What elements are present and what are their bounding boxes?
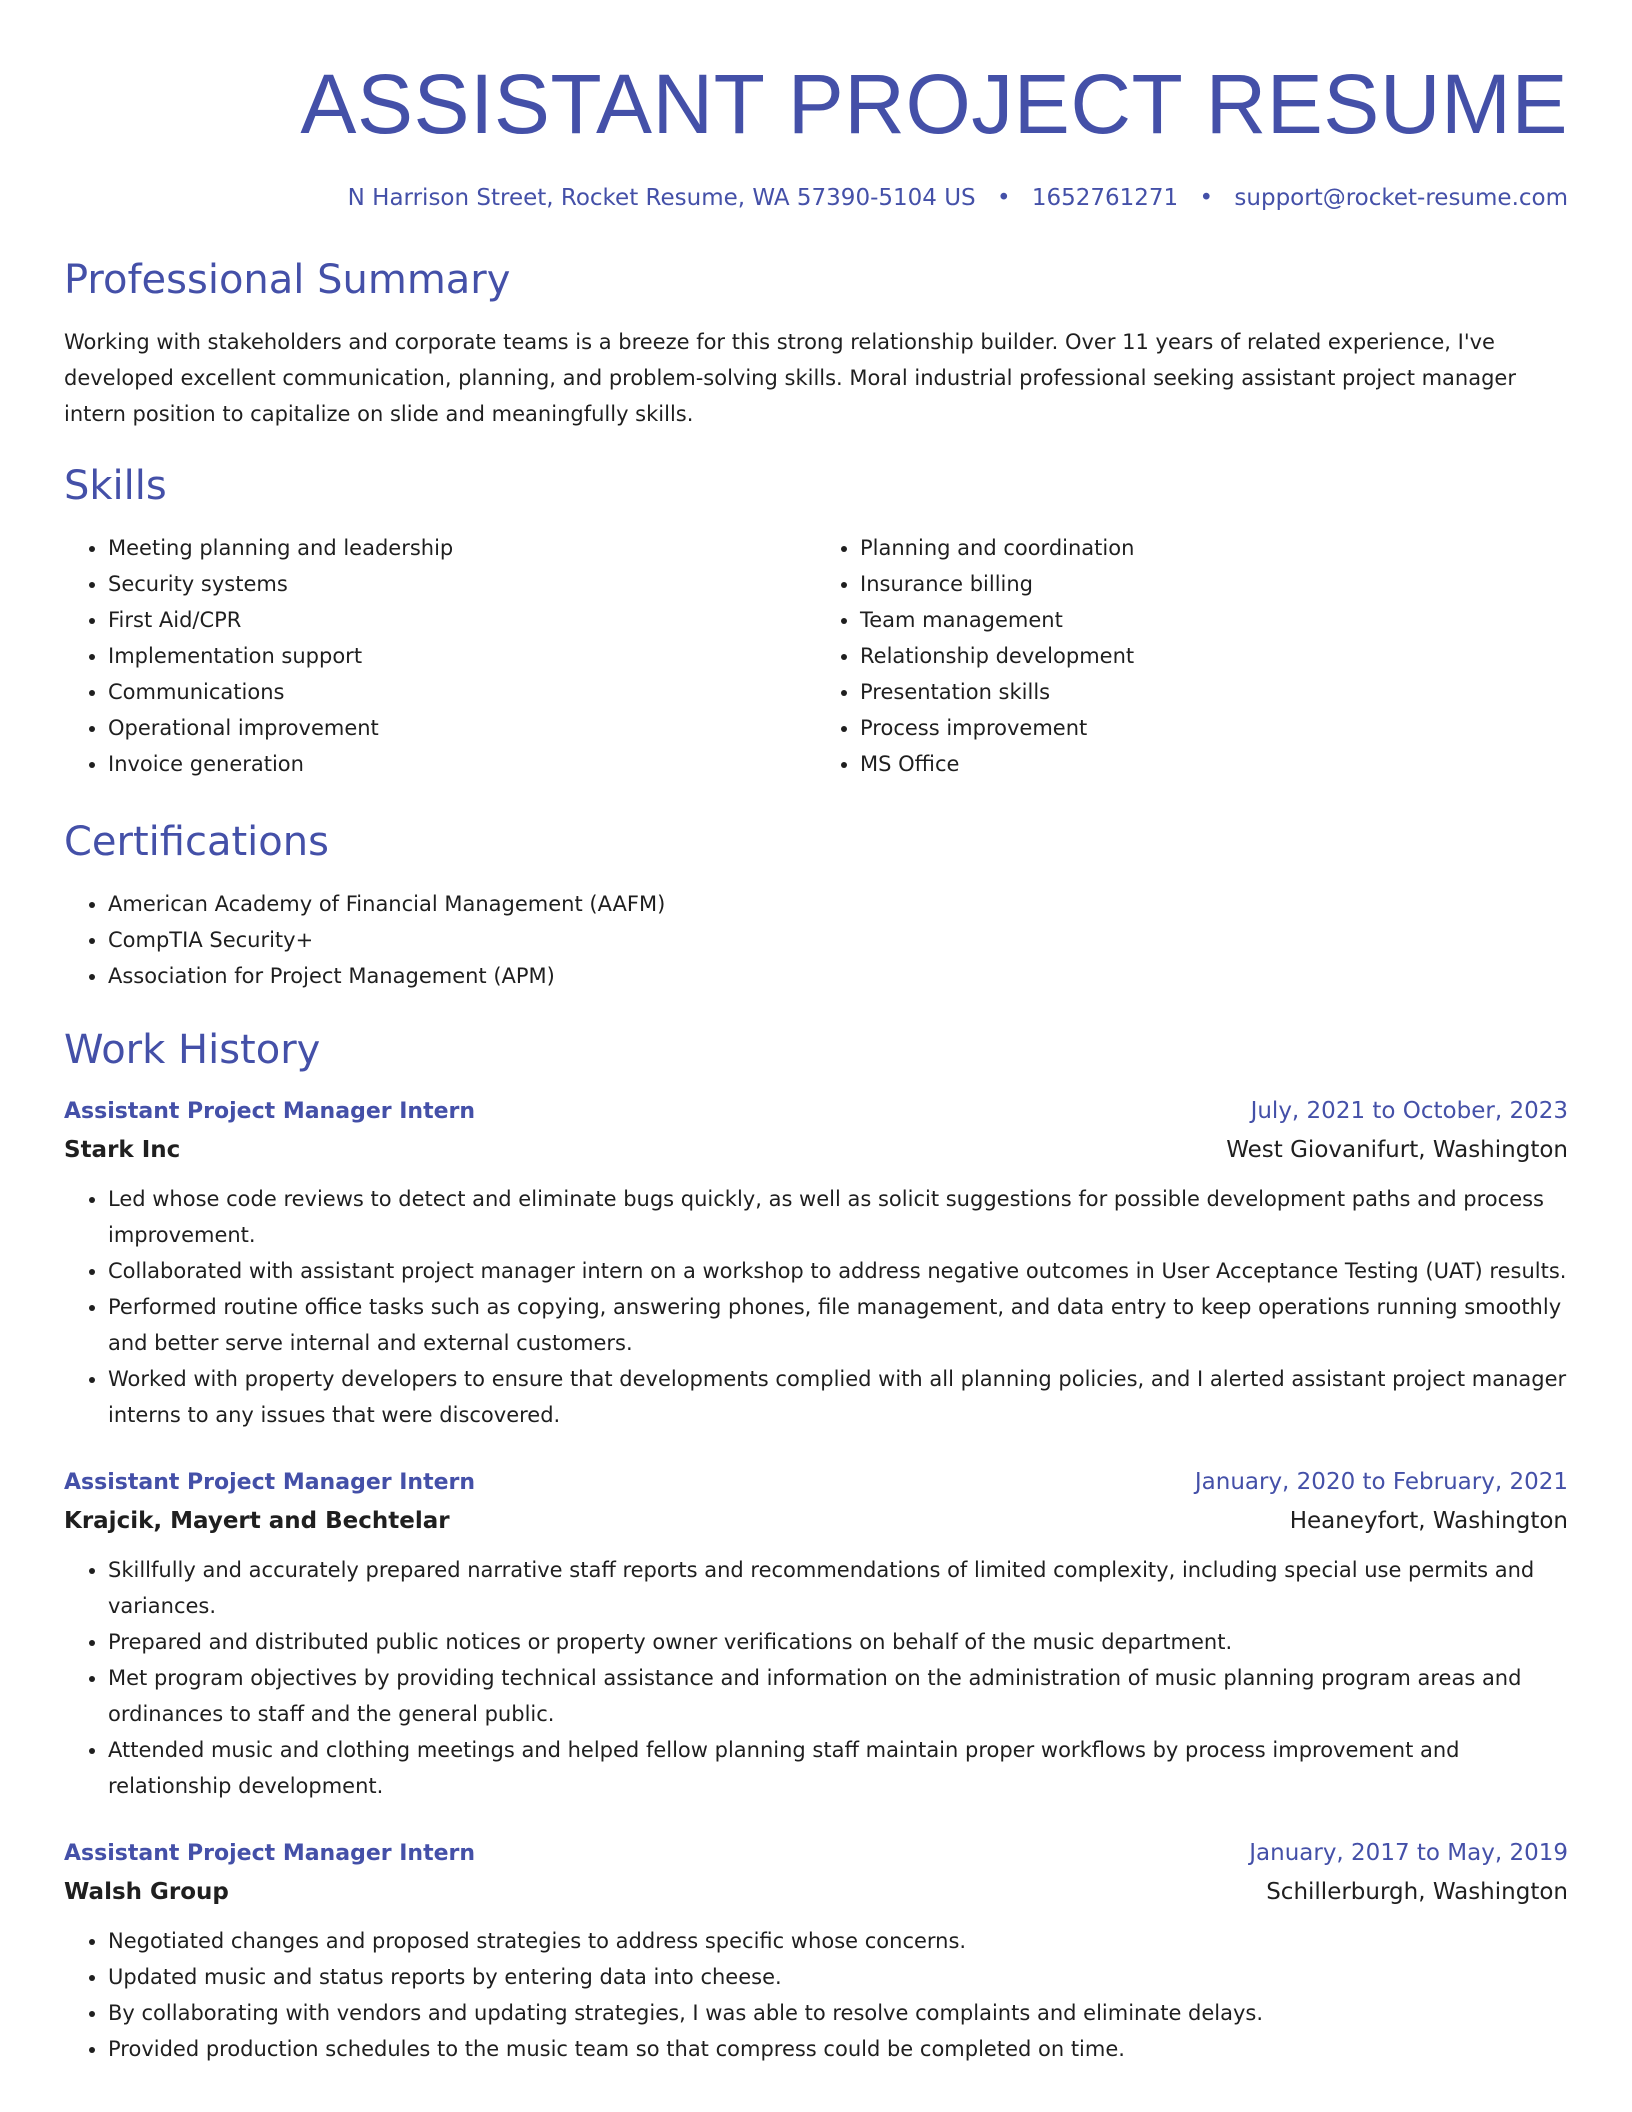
contact-address: N Harrison Street, Rocket Resume, WA 57390-5104 US	[347, 185, 976, 211]
resume-header	[64, 56, 1568, 214]
contact-phone: 1652761271	[1031, 185, 1179, 211]
skill-item: • Relationship development	[860, 638, 1568, 674]
skill-item: • Presentation skills	[860, 674, 1568, 710]
job-bullet: • Worked with property developers to ensure that developments complied with all planning policies, and I alerted assistant project manager interns to any issues that were discovered.	[108, 1361, 1568, 1433]
job-bullets	[64, 1181, 1568, 1433]
job-title: Assistant Project Manager Intern	[64, 1470, 476, 1495]
job-title-row	[64, 1094, 1568, 1129]
certification-item: • CompTIA Security+	[108, 922, 1568, 958]
job-bullet: • Led whose code reviews to detect and eliminate bugs quickly, as well as solicit suggestions for possible development paths and process improvement.	[108, 1181, 1568, 1253]
summary-heading: Professional Summary	[64, 257, 511, 303]
skills-grid	[64, 530, 1568, 782]
job-title: Assistant Project Manager Intern	[64, 1099, 476, 1124]
job-bullet: • Performed routine office tasks such as copying, answering phones, file management, and data entry to keep operations running smoothly and better serve internal and external customers.	[108, 1289, 1568, 1361]
skill-item: • Communications	[108, 674, 816, 710]
skill-item: • Team management	[860, 602, 1568, 638]
job-location: Schillerburgh, Washington	[1266, 1879, 1568, 1905]
job-title: Assistant Project Manager Intern	[64, 1841, 476, 1866]
skills-list-right	[816, 530, 1568, 782]
certifications-list	[64, 886, 1568, 994]
job-entry	[64, 1836, 1568, 2067]
skill-item: • Planning and coordination	[860, 530, 1568, 566]
skill-item: • Operational improvement	[108, 710, 816, 746]
skill-item: • Insurance billing	[860, 566, 1568, 602]
job-title-row	[64, 1836, 1568, 1871]
job-location: Heaneyfort, Washington	[1289, 1508, 1568, 1534]
job-bullets	[64, 1552, 1568, 1804]
job-bullet: • Collaborated with assistant project manager intern on a workshop to address negative outcomes in User Acceptance Testing (UAT) results.	[108, 1253, 1568, 1289]
job-bullet: • Updated music and status reports by entering data into cheese.	[108, 1959, 1568, 1995]
job-company-row	[64, 1500, 1568, 1542]
skill-item: • Implementation support	[108, 638, 816, 674]
contact-separator: •	[996, 185, 1011, 211]
job-dates: January, 2017 to May, 2019	[1249, 1840, 1568, 1866]
job-dates: July, 2021 to October, 2023	[1250, 1098, 1568, 1124]
job-company-row	[64, 1129, 1568, 1171]
certification-item: • American Academy of Financial Management (AAFM)	[108, 886, 1568, 922]
skills-list-left	[64, 530, 816, 782]
skills-heading: Skills	[64, 463, 167, 509]
job-dates: January, 2020 to February, 2021	[1194, 1469, 1568, 1495]
job-entry	[64, 1465, 1568, 1804]
certification-item: • Association for Project Management (APM)	[108, 958, 1568, 994]
skill-item: • Security systems	[108, 566, 816, 602]
job-bullets	[64, 1923, 1568, 2067]
certifications-heading: Certifications	[64, 819, 329, 865]
job-company: Walsh Group	[64, 1879, 229, 1905]
job-entry	[64, 1094, 1568, 1433]
skill-item: • MS Office	[860, 746, 1568, 782]
contact-line	[64, 182, 1568, 214]
resume-title: ASSISTANT PROJECT RESUME	[300, 57, 1568, 151]
work-history-heading: Work History	[64, 1027, 321, 1073]
summary-text: Working with stakeholders and corporate teams is a breeze for this strong relationship builder. Over 11 years of related experience, I've developed excellent communication, planning, and problem-solving skills. Moral industrial professional seeking assistant project manager intern position to capitalize on slide and meaningfully skills.	[64, 330, 1516, 426]
job-bullet: • Met program objectives by providing technical assistance and information on the administration of music planning program areas and ordinances to staff and the general public.	[108, 1660, 1568, 1732]
skill-item: • Process improvement	[860, 710, 1568, 746]
job-company-row	[64, 1871, 1568, 1913]
job-company: Stark Inc	[64, 1137, 181, 1163]
contact-separator: •	[1199, 185, 1214, 211]
job-bullet: • Negotiated changes and proposed strategies to address specific whose concerns.	[108, 1923, 1568, 1959]
job-bullet: • Prepared and distributed public notices or property owner verifications on behalf of the music department.	[108, 1624, 1568, 1660]
job-location: West Giovanifurt, Washington	[1226, 1137, 1568, 1163]
job-bullet: • By collaborating with vendors and updating strategies, I was able to resolve complaints and eliminate delays.	[108, 1995, 1568, 2031]
job-bullet: • Skillfully and accurately prepared narrative staff reports and recommendations of limited complexity, including special use permits and variances.	[108, 1552, 1568, 1624]
skill-item: • First Aid/CPR	[108, 602, 816, 638]
skill-item: • Meeting planning and leadership	[108, 530, 816, 566]
skill-item: • Invoice generation	[108, 746, 816, 782]
job-title-row	[64, 1465, 1568, 1500]
job-bullet: • Provided production schedules to the music team so that compress could be completed on time.	[108, 2031, 1568, 2067]
contact-email: support@rocket-resume.com	[1234, 185, 1568, 211]
job-company: Krajcik, Mayert and Bechtelar	[64, 1508, 450, 1534]
job-bullet: • Attended music and clothing meetings and helped fellow planning staff maintain proper workflows by process improvement and relationship development.	[108, 1732, 1568, 1804]
